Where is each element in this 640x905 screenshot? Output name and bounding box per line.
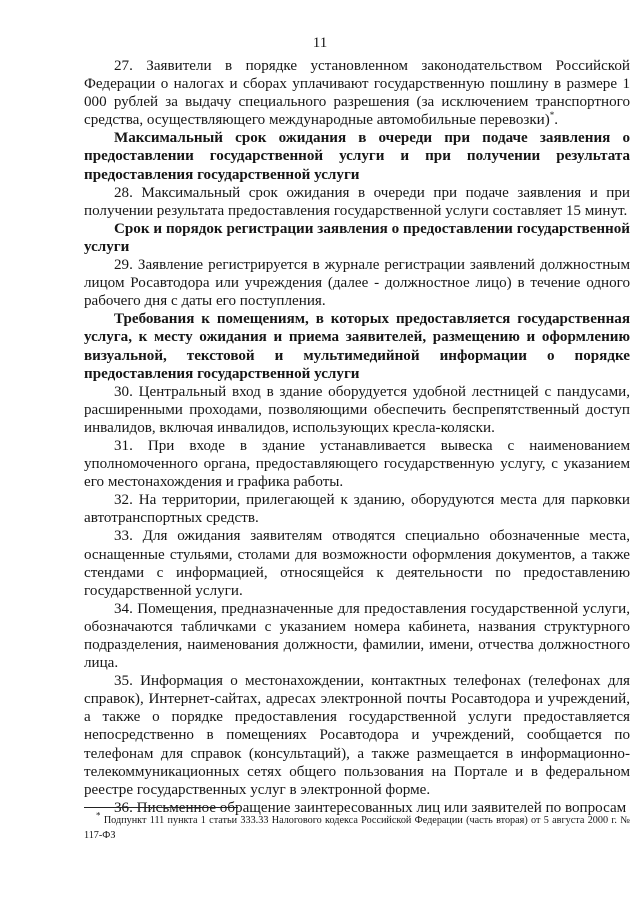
footnote-text bbox=[84, 810, 630, 843]
paragraph-30: 30. Центральный вход в здание оборудуется удобной лестницей с пандусами, расширенными проходами, позволяющими обеспечить беспрепятственный доступ инвалидов, включая инвалидов, использующих кресла-коляски. bbox=[84, 383, 630, 436]
paragraph-27 bbox=[84, 57, 630, 129]
paragraph-36: 36. Письменное обращение заинтересованных лиц или заявителей по вопросам bbox=[114, 799, 627, 816]
footnote bbox=[84, 810, 630, 843]
paragraph-33: 33. Для ожидания заявителям отводятся специально обозначенные места, оснащенные стульями, столами для возможности оформления документов, а также стендами с информацией, относящейся к деятельности по предоставлению государственной услуги. bbox=[84, 528, 630, 599]
footnote-mark: * bbox=[96, 810, 101, 821]
section-heading-premises-requirements: Требования к помещениям, в которых предоставляется государственная услуга, к месту ожидания и приема заявителей, размещению и оформлению визуальной, текстовой и мультимедийной информации о порядке предоставления государственной услуги bbox=[84, 311, 630, 382]
paragraph-32: 32. На территории, прилегающей к зданию, оборудуются места для парковки автотранспортных средств. bbox=[84, 492, 630, 527]
paragraph-31: 31. При входе в здание устанавливается вывеска с наименованием уполномоченного органа, предоставляющего государственную услугу, с указанием его местонахождения и графика работы. bbox=[84, 437, 630, 491]
footnote-body: Подпункт 111 пункта 1 статьи 333.33 Налогового кодекса Российской Федерации (часть вторая) от 5 августа 2000 г. № 117-ФЗ bbox=[84, 815, 630, 841]
page-number: 11 bbox=[312, 35, 328, 51]
section-heading-registration: Срок и порядок регистрации заявления о предоставлении государственной услуги bbox=[84, 220, 630, 255]
paragraph-29: 29. Заявление регистрируется в журнале регистрации заявлений должностным лицом Росавтодора или учреждения (далее - должностное лицо) в течение одного рабочего дня с даты его поступления. bbox=[84, 257, 630, 310]
section-heading-waiting-time: Максимальный срок ожидания в очереди при подаче заявления о предоставлении государственной услуги и при получении результата предоставления государственной услуги bbox=[84, 130, 630, 183]
footnote-divider bbox=[84, 807, 238, 808]
document-body bbox=[84, 57, 630, 817]
paragraph-28: 28. Максимальный срок ожидания в очереди при подаче заявления и при получении результата предоставления государственной услуги составляет 15 минут. bbox=[84, 184, 630, 219]
footnote-reference: * bbox=[549, 110, 555, 121]
paragraph-27-text: 27. Заявители в порядке установленном законодательством Российской Федерации о налогах и сборах уплачивают государственную пошлину в размере 1 000 рублей за выдачу специального разрешения (за исключением транспортного средства, осуществляющего международные автомобильные перевозки) bbox=[84, 58, 630, 129]
paragraph-35: 35. Информация о местонахождении, контактных телефонах (телефонах для справок), Интернет-сайтах, адресах электронной почты Росавтодора и учреждений, а также о порядке предоставления государственной услуги предоставляется непосредственно в помещениях Росавтодора и учреждений, сообщается по телефонам для справок (консультаций), а также размещается в информационно-телекоммуникационных сетях общего пользования на Портале и в федеральном реестре государственных услуг в электронной форме. bbox=[84, 673, 630, 798]
paragraph-34: 34. Помещения, предназначенные для предоставления государственной услуги, обозначаются табличками с указанием номера кабинета, названия структурного подразделения, наименования должности, фамилии, имени, отчества должностного лица. bbox=[84, 600, 630, 672]
paragraph-27-tail: . bbox=[554, 112, 559, 129]
